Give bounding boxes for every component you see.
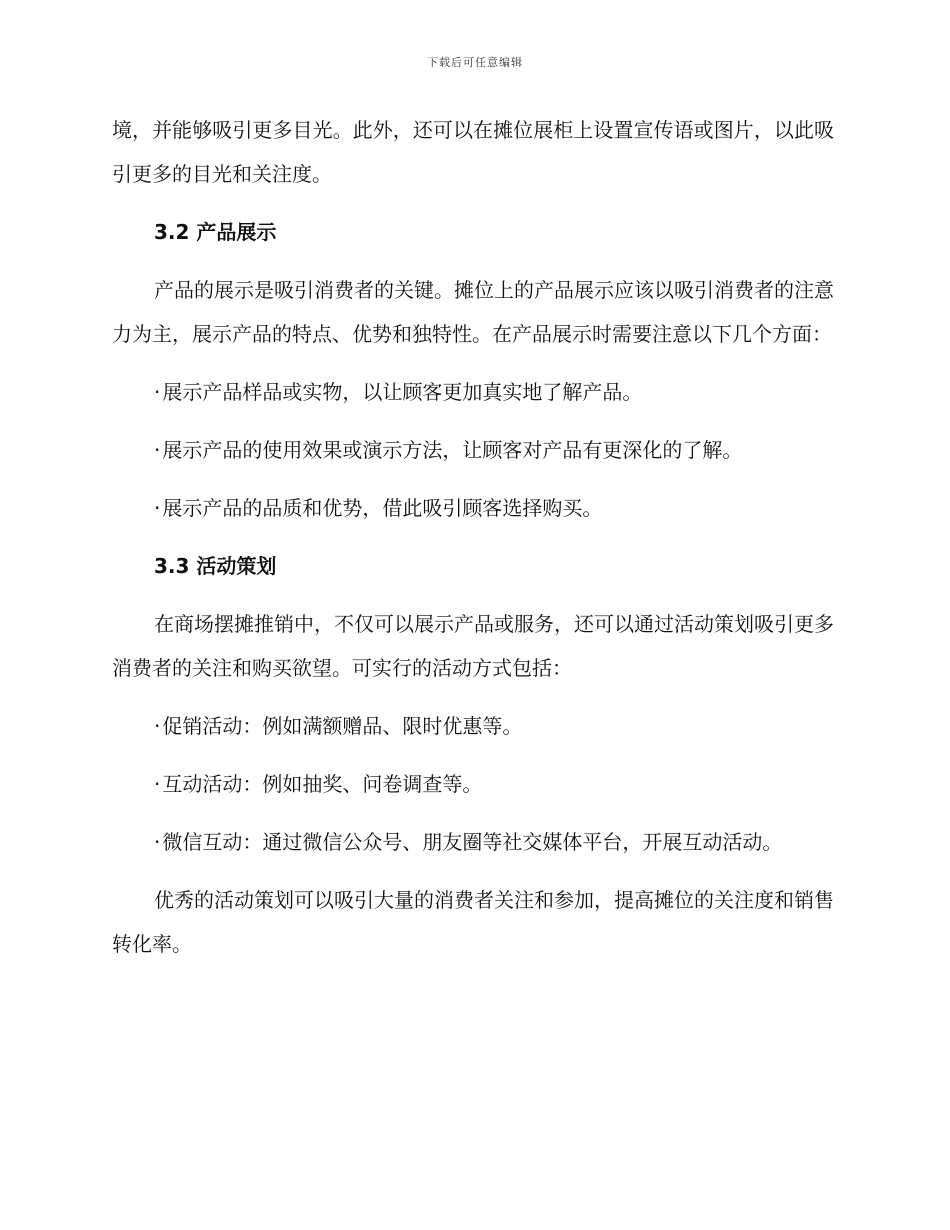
bullet-item: [154, 370, 834, 414]
bullet-text: 展示产品的使用效果或演示方法，让顾客对产品有更深化的了解。: [162, 438, 743, 462]
bullet-mark: ·: [154, 714, 161, 738]
bullet-text: 展示产品样品或实物，以让顾客更加真实地了解产品。: [162, 380, 643, 404]
bullet-text: 微信互动：通过微信公众号、朋友圈等社交媒体平台，开展互动活动。: [162, 830, 783, 854]
page-header: 下载后可任意编辑: [427, 56, 523, 69]
bullet-item: [154, 704, 834, 748]
bullet-mark: ·: [154, 380, 161, 404]
bullet-mark: ·: [154, 830, 161, 854]
document-body: [112, 108, 834, 980]
bullet-item: [154, 762, 834, 806]
bullet-text: 互动活动：例如抽奖、问卷调查等。: [162, 772, 483, 796]
paragraph-conclusion: 优秀的活动策划可以吸引大量的消费者关注和参加，提高摊位的关注度和销售转化率。: [112, 888, 834, 956]
bullet-mark: ·: [154, 772, 161, 796]
section-heading-3-2: 3.2 产品展示: [154, 220, 277, 244]
paragraph-activity-planning: 在商场摆摊推销中，不仅可以展示产品或服务，还可以通过活动策划吸引更多消费者的关注和购买欲望。可实行的活动方式包括：: [112, 612, 834, 680]
bullet-item: [112, 820, 834, 864]
bullet-mark: ·: [154, 438, 161, 462]
bullet-item: [154, 428, 834, 472]
paragraph-intro-continuation: 境，并能够吸引更多目光。此外，还可以在摊位展柜上设置宣传语或图片，以此吸引更多的目光和关注度。: [112, 118, 834, 186]
bullet-item: [154, 486, 834, 530]
paragraph-product-display: 产品的展示是吸引消费者的关键。摊位上的产品展示应该以吸引消费者的注意力为主，展示产品的特点、优势和独特性。在产品展示时需要注意以下几个方面：: [112, 278, 834, 346]
bullet-text: 促销活动：例如满额赠品、限时优惠等。: [162, 714, 523, 738]
bullet-mark: ·: [154, 496, 161, 520]
section-heading-3-3: 3.3 活动策划: [154, 554, 277, 578]
bullet-text: 展示产品的品质和优势，借此吸引顾客选择购买。: [162, 496, 603, 520]
